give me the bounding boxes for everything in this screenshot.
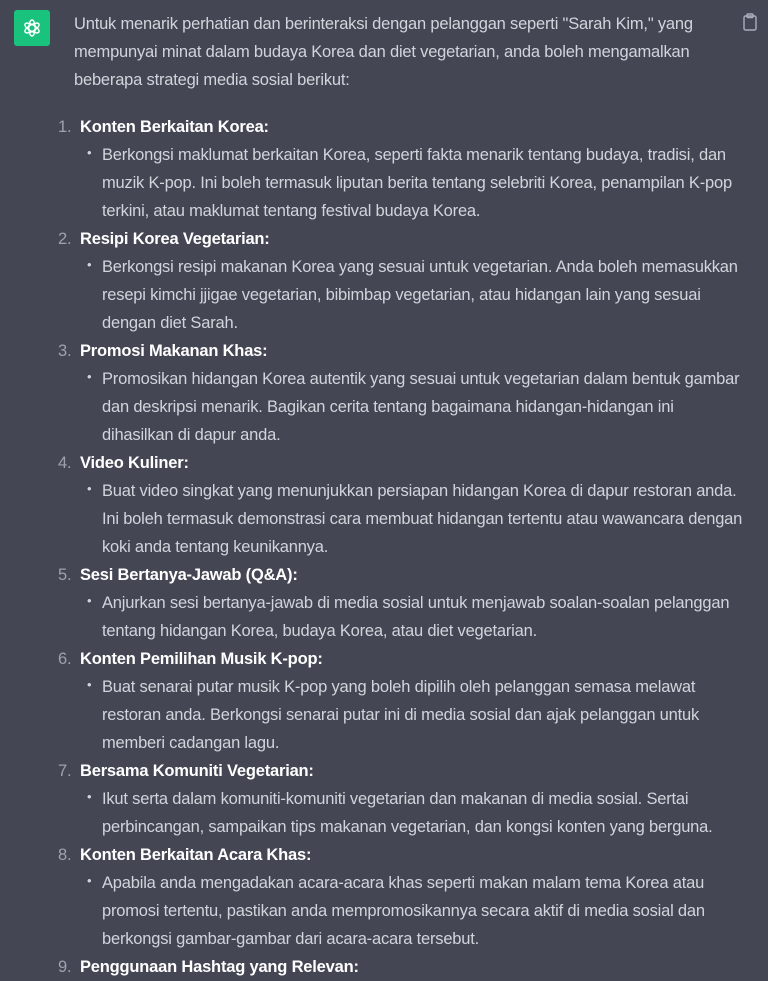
- strategy-item-9: [58, 953, 744, 981]
- strategy-detail: • Berkongsi maklumat berkaitan Korea, seperti fakta menarik tentang budaya, tradisi, dan muzik K-pop. Ini boleh termasuk liputan berita tentang selebriti Korea, penampilan K-pop terkini, atau maklumat tentang festival budaya Korea.: [102, 141, 744, 225]
- list-number: 8.: [58, 846, 72, 864]
- list-number: 9.: [58, 958, 72, 976]
- list-number: 3.: [58, 342, 72, 360]
- openai-logo-icon: [20, 16, 44, 40]
- strategy-detail: • Buat video singkat yang menunjukkan persiapan hidangan Korea di dapur restoran anda. Ini boleh termasuk demonstrasi cara membuat hidangan tertentu atau wawancara dengan koki anda tentang keunikannya.: [102, 477, 744, 561]
- strategy-title: Promosi Makanan Khas:: [80, 342, 268, 360]
- strategy-title: Konten Berkaitan Korea:: [80, 118, 269, 136]
- strategy-title: Sesi Bertanya-Jawab (Q&A):: [80, 566, 298, 584]
- list-number: 4.: [58, 454, 72, 472]
- strategy-title: Video Kuliner:: [80, 454, 189, 472]
- copy-button[interactable]: [742, 13, 758, 31]
- strategy-item-2: [58, 225, 744, 337]
- assistant-avatar: [14, 10, 50, 46]
- strategy-item-7: [58, 757, 744, 841]
- strategy-title: Konten Pemilihan Musik K-pop:: [80, 650, 323, 668]
- strategy-detail: • Buat senarai putar musik K-pop yang boleh dipilih oleh pelanggan semasa melawat restoran anda. Berkongsi senarai putar ini di media sosial dan ajak pelanggan untuk memberi cadangan lagu.: [102, 673, 744, 757]
- list-number: 7.: [58, 762, 72, 780]
- list-number: 6.: [58, 650, 72, 668]
- strategy-item-8: [58, 841, 744, 953]
- strategy-title: Penggunaan Hashtag yang Relevan:: [80, 958, 359, 976]
- strategy-list: [58, 113, 744, 981]
- list-number: 5.: [58, 566, 72, 584]
- assistant-message: [58, 10, 744, 981]
- strategy-detail: • Berkongsi resipi makanan Korea yang sesuai untuk vegetarian. Anda boleh memasukkan resepi kimchi jjigae vegetarian, bibimbap vegetarian, atau hidangan lain yang sesuai dengan diet Sarah.: [102, 253, 744, 337]
- strategy-detail: • Ikut serta dalam komuniti-komuniti vegetarian dan makanan di media sosial. Sertai perbincangan, sampaikan tips makanan vegetarian, dan kongsi konten yang berguna.: [102, 785, 744, 841]
- strategy-detail: • Apabila anda mengadakan acara-acara khas seperti makan malam tema Korea atau promosi tertentu, pastikan anda mempromosikannya secara aktif di media sosial dan berkongsi gambar-gambar dari acara-acara tersebut.: [102, 869, 744, 953]
- strategy-detail: • Anjurkan sesi bertanya-jawab di media sosial untuk menjawab soalan-soalan pelanggan tentang hidangan Korea, budaya Korea, atau diet vegetarian.: [102, 589, 744, 645]
- clipboard-icon: [742, 13, 758, 31]
- intro-paragraph: Untuk menarik perhatian dan berinteraksi dengan pelanggan seperti "Sarah Kim," yang mempunyai minat dalam budaya Korea dan diet vegetarian, anda boleh mengamalkan beberapa strategi media sosial berikut:: [74, 15, 693, 89]
- strategy-item-1: [58, 113, 744, 225]
- strategy-item-4: [58, 449, 744, 561]
- strategy-title: Konten Berkaitan Acara Khas:: [80, 846, 312, 864]
- strategy-detail: • Promosikan hidangan Korea autentik yang sesuai untuk vegetarian dalam bentuk gambar dan deskripsi menarik. Bagikan cerita tentang bagaimana hidangan-hidangan ini dihasilkan di dapur anda.: [102, 365, 744, 449]
- strategy-item-6: [58, 645, 744, 757]
- strategy-title: Bersama Komuniti Vegetarian:: [80, 762, 314, 780]
- strategy-item-3: [58, 337, 744, 449]
- list-number: 1.: [58, 118, 72, 136]
- list-number: 2.: [58, 230, 72, 248]
- strategy-title: Resipi Korea Vegetarian:: [80, 230, 270, 248]
- strategy-item-5: [58, 561, 744, 645]
